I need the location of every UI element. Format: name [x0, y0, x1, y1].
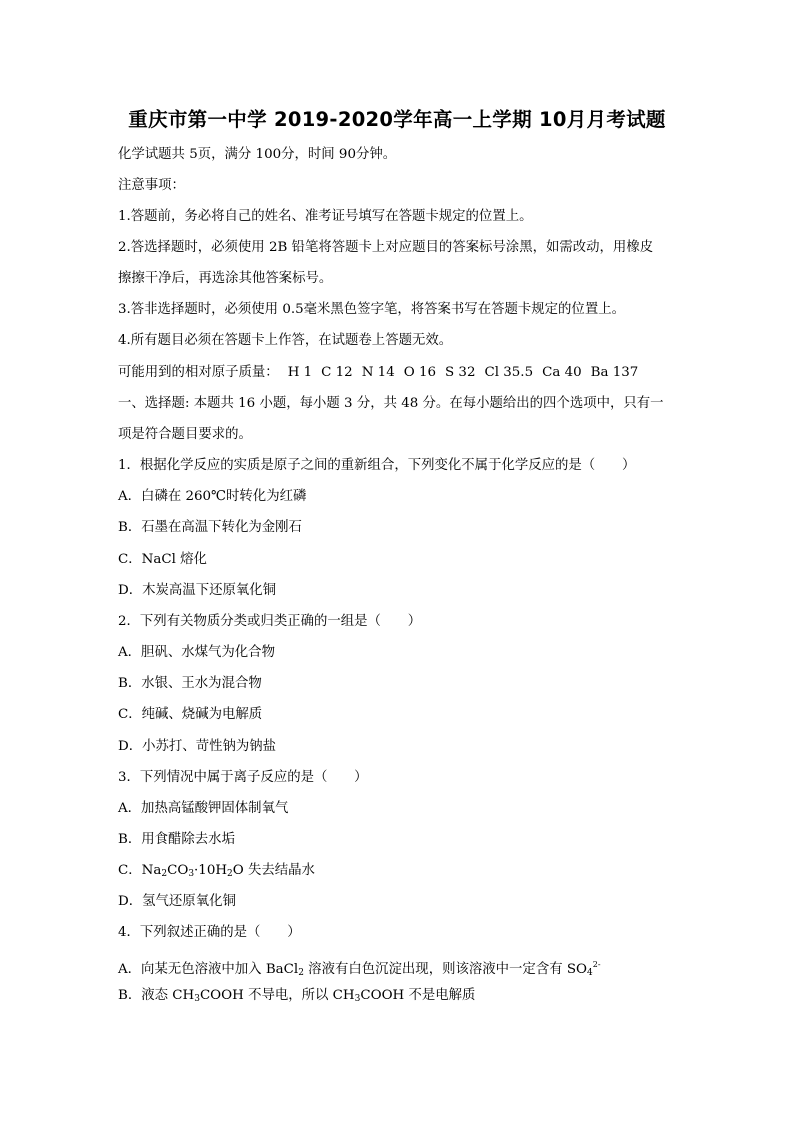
q2-option-a: A．胆矾、水煤气为化合物 — [118, 645, 275, 660]
q1-option-a: A．白磷在 260℃时转化为红磷 — [118, 489, 307, 504]
section-1-line-2: 项是符合题目要求的。 — [118, 427, 252, 442]
q3-stem: 3．下列情况中属于离子反应的是（ ） — [118, 770, 368, 785]
q4-b-suffix: COOH 不是电解质 — [360, 988, 476, 1003]
atomic-mass-s: S 32 — [445, 365, 476, 380]
q3-c-subscript: 2 — [227, 869, 233, 879]
atomic-mass-c: C 12 — [321, 365, 353, 380]
q3-option-d: D．氢气还原氧化铜 — [118, 894, 236, 909]
q1-stem: 1．根据化学反应的实质是原子之间的重新组合，下列变化不属于化学反应的是（ ） — [118, 458, 636, 473]
q3-c-subscript: 2 — [161, 869, 168, 879]
q3-c-subscript: 3 — [188, 869, 195, 879]
q3-option-b: B．用食醋除去水垢 — [118, 832, 235, 847]
atomic-mass-ba: Ba 137 — [590, 365, 639, 380]
q4-a-text: 溶液有白色沉淀出现，则该溶液中一定含有 SO — [303, 962, 588, 977]
q3-c-prefix: C．Na — [118, 863, 162, 878]
atomic-mass-h: H 1 — [287, 365, 313, 380]
atomic-mass-o: O 16 — [403, 365, 436, 380]
q4-b-subscript: 3 — [354, 994, 361, 1004]
q3-option-a: A．加热高锰酸钾固体制氧气 — [118, 801, 289, 816]
q4-b-text: COOH 不导电，所以 CH — [199, 988, 355, 1003]
q1-option-d: D．木炭高温下还原氧化铜 — [118, 583, 277, 598]
q4-option-a — [118, 956, 601, 982]
q2-option-c: C．纯碱、烧碱为电解质 — [118, 707, 263, 722]
q4-a-subscript: 4 — [587, 968, 593, 978]
q4-a-superscript: 2- — [592, 960, 601, 969]
note-2-line-1: 2.答选择题时，必须使用 2B 铅笔将答题卡上对应题目的答案标号涂黑，如需改动，用橡皮 — [118, 240, 654, 255]
exam-title: 重庆市第一中学 2019-2020学年高一上学期 10月月考试题 — [128, 108, 666, 131]
atomic-masses-label: 可能用到的相对原子质量： — [118, 365, 279, 380]
notes-heading: 注意事项： — [118, 178, 185, 193]
atomic-masses-line — [118, 364, 638, 382]
q2-stem: 2．下列有关物质分类或归类正确的一组是（ ） — [118, 614, 422, 629]
section-1-line-1: 一、选择题: 本题共 16 小题，每小题 3 分，共 48 分。在每小题给出的四个选项中，只有一 — [118, 396, 664, 411]
q3-option-c — [118, 862, 315, 883]
q4-a-subscript: 2 — [298, 968, 304, 978]
q4-b-subscript: 3 — [194, 994, 200, 1004]
q1-option-c: C．NaCl 熔化 — [118, 552, 207, 567]
q3-c-suffix: O 失去结晶水 — [232, 863, 315, 878]
q3-c-text: ·10H — [194, 863, 228, 878]
atomic-mass-cl: Cl 35.5 — [484, 365, 534, 380]
atomic-mass-n: N 14 — [361, 365, 395, 380]
note-2-line-2: 擦擦干净后，再选涂其他答案标号。 — [118, 271, 333, 286]
q1-option-b: B．石墨在高温下转化为金刚石 — [118, 520, 302, 535]
q4-option-b — [118, 987, 475, 1008]
q2-option-d: D．小苏打、苛性钠为钠盐 — [118, 739, 277, 754]
q4-stem: 4．下列叙述正确的是（ ） — [118, 925, 301, 940]
q2-option-b: B．水银、王水为混合物 — [118, 676, 262, 691]
note-1: 1.答题前，务必将自己的姓名、准考证号填写在答题卡规定的位置上。 — [118, 209, 533, 224]
exam-intro: 化学试题共 5页，满分 100分，时间 90分钟。 — [118, 147, 397, 162]
note-4: 4.所有题目必须在答题卡上作答，在试题卷上答题无效。 — [118, 333, 453, 348]
note-3: 3.答非选择题时，必须使用 0.5毫米黑色签字笔，将答案书写在答题卡规定的位置上。 — [118, 302, 625, 317]
atomic-mass-ca: Ca 40 — [542, 365, 582, 380]
q4-b-prefix: B．液态 CH — [118, 988, 195, 1003]
q4-a-prefix: A．向某无色溶液中加入 BaCl — [118, 962, 299, 977]
q3-c-text: CO — [167, 863, 189, 878]
